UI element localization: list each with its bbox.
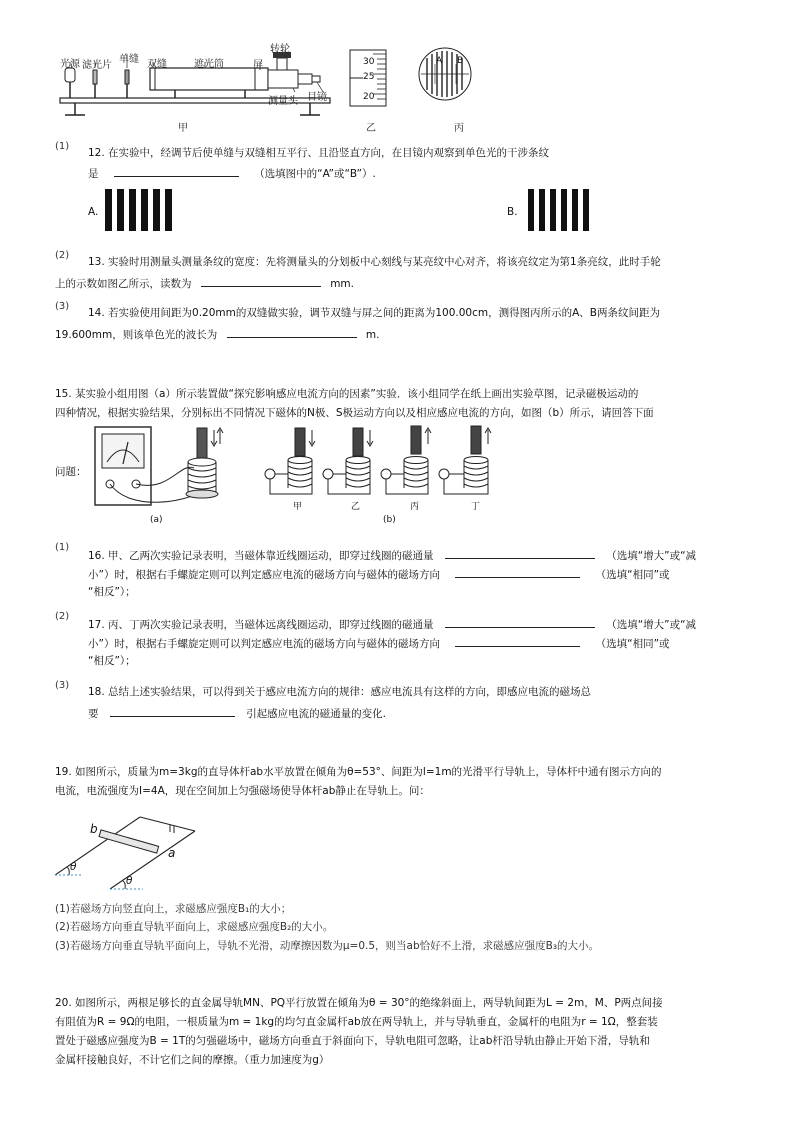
coil-bing xyxy=(381,426,431,494)
q20-line2: 有阻值为R = 9Ω的电阻，一根质量为m = 1kg的均匀直金属杆ab放在两导轨上，并与导轨垂直，金属杆的电阻为r = 1Ω，整套装 xyxy=(55,1016,658,1028)
angle-label-left: θ xyxy=(70,861,77,873)
q17-line2-post: （选填“相同”或 xyxy=(595,638,670,650)
q15-line1: 15. 某实验小组用图（a）所示装置做“探究影响感应电流方向的因素”实验．该小组同学在纸上画出实验草图，记录磁极运动的 xyxy=(55,388,639,400)
q14-line2-post: m. xyxy=(365,329,380,341)
q19-line1: 19. 如图所示，质量为m=3kg的直导体杆ab水平放置在倾角为θ=53°、间距为l=1m的光滑平行导轨上，导体杆中通有图示方向的 xyxy=(55,766,662,778)
q16-subnum: (1) xyxy=(55,542,70,553)
label-tube: 遮光筒 xyxy=(194,59,224,70)
q19-sub3: (3)若磁场方向垂直导轨平面向上，导轨不光滑，动摩擦因数为μ=0.5，则当ab恰好不上滑，求磁感应强度B₃的大小。 xyxy=(55,940,600,952)
q20-line4: 金属杆接触良好，不计它们之间的摩擦。（重力加速度为g） xyxy=(55,1054,330,1066)
fringe-label-a: A xyxy=(436,56,443,66)
fringe-label-b: B xyxy=(457,56,464,66)
q20-line3: 置处于磁感应强度为B = 1T的匀强磁场中，磁场方向垂直于斜面向下，导轨电阻可忽略，让ab杆沿导轨由静止开始下滑，导轨和 xyxy=(55,1035,650,1047)
q18-subnum: (3) xyxy=(55,680,70,691)
label-wheel: 转轮 xyxy=(270,44,290,55)
q12-option-b-label: B. xyxy=(507,206,518,218)
q12-line2 xyxy=(88,165,376,181)
coil-label-ding: 丁 xyxy=(471,502,481,512)
fig-a-caption: (a) xyxy=(150,515,163,525)
q13-line2-post: mm. xyxy=(330,278,354,290)
q17-blank-1[interactable] xyxy=(445,616,595,628)
coil-label-bing: 丙 xyxy=(410,502,420,512)
q18-line1: 18. 总结上述实验结果，可以得到关于感应电流方向的规律：感应电流具有这样的方向，即感应电流的磁场总 xyxy=(88,686,592,698)
label-single-slit: 单缝 xyxy=(119,54,139,65)
coil-label-jia: 甲 xyxy=(293,502,303,512)
rod-label-b: b xyxy=(90,822,98,836)
q17-line1 xyxy=(88,616,696,632)
angle-label-right: θ xyxy=(126,875,133,887)
scale-tick-20: 20 xyxy=(363,92,375,102)
q17-line1-post: （选填“增大”或“减 xyxy=(606,619,697,631)
q16-line1-pre: 16. 甲、乙两次实验记录表明，当磁体靠近线圈运动，即穿过线圈的磁通量 xyxy=(88,550,434,562)
q16-line2-post: （选填“相同”或 xyxy=(595,569,670,581)
q12-line1: 12. 在实验中，经调节后使单缝与双缝相互平行、且沿竖直方向，在目镜内观察到单色光的干涉条纹 xyxy=(88,147,550,159)
coil-label-yi: 乙 xyxy=(351,502,361,512)
q12-subnum: (1) xyxy=(55,141,70,152)
label-screen: 屏 xyxy=(253,60,263,71)
q14-line1: 14. 若实验使用间距为0.20mm的双缝做实验，调节双缝与屏之间的距离为100.00cm，测得图丙所示的A、B两条纹间距为 xyxy=(88,307,660,319)
label-eyepiece: 目镜 xyxy=(307,92,327,103)
scale-tick-30: 30 xyxy=(363,57,375,67)
q14-answer-blank[interactable] xyxy=(227,326,357,338)
q16-line1 xyxy=(88,547,696,563)
label-filter: 滤光片 xyxy=(82,60,112,71)
q17-line3: “相反”）； xyxy=(88,655,136,667)
q13-line2-pre: 上的示数如图乙所示，读数为 xyxy=(55,278,192,290)
q12-answer-blank[interactable] xyxy=(114,165,239,177)
inclined-rail-figure xyxy=(55,805,225,895)
label-measure-head: 测量头 xyxy=(268,96,298,107)
q12-option-b-fringes[interactable] xyxy=(528,189,598,231)
q16-line1-post: （选填“增大”或“减 xyxy=(606,550,697,562)
q16-line2 xyxy=(88,566,670,582)
q13-line1: 13. 实验时用测量头测量条纹的宽度：先将测量头的分划板中心刻线与某亮纹中心对齐，将该亮纹定为第1条亮纹，此时手轮 xyxy=(88,256,661,268)
q13-line2 xyxy=(55,275,354,291)
q13-subnum: (2) xyxy=(55,250,70,261)
q18-answer-blank[interactable] xyxy=(110,705,235,717)
q14-subnum: (3) xyxy=(55,301,70,312)
q19-sub1: (1)若磁场方向竖直向上，求磁感应强度B₁的大小； xyxy=(55,903,292,915)
q14-line2-pre: 19.600mm，则该单色光的波长为 xyxy=(55,329,218,341)
coil-jia xyxy=(265,428,315,494)
rod-label-a: a xyxy=(168,846,176,860)
double-slit-apparatus-figure xyxy=(55,40,475,135)
q17-line1-pre: 17. 丙、丁两次实验记录表明，当磁体远离线圈运动，即穿过线圈的磁通量 xyxy=(88,619,434,631)
q12-option-a-fringes[interactable] xyxy=(105,189,175,231)
q17-line2 xyxy=(88,635,670,651)
q16-blank-2[interactable] xyxy=(455,566,580,578)
q19-sub2: (2)若磁场方向垂直导轨平面向上，求磁感应强度B₂的大小。 xyxy=(55,921,334,933)
q17-blank-2[interactable] xyxy=(455,635,580,647)
q15-line2: 四种情况，根据实验结果，分别标出不同情况下磁体的N极、S极运动方向以及相应感应电流的方向，如图（b）所示，请回答下面 xyxy=(55,407,654,419)
label-light-source: 光源 xyxy=(60,59,80,70)
q20-line1: 20. 如图所示，两根足够长的直金属导轨MN、PQ平行放置在倾角为θ = 30°的绝缘斜面上，两导轨间距为L = 2m，M、P两点间接 xyxy=(55,997,663,1009)
q16-line2-pre: 小”）时，根据右手螺旋定则可以判定感应电流的磁场方向与磁体的磁场方向 xyxy=(88,569,440,581)
label-double-slit: 双缝 xyxy=(147,59,167,70)
q12-line2-pre: 是 xyxy=(88,168,99,180)
q17-subnum: (2) xyxy=(55,611,70,622)
q18-line2-post: 引起感应电流的磁通量的变化. xyxy=(246,708,387,720)
scale-tick-25: 25 xyxy=(363,72,375,82)
coil-ding xyxy=(439,426,491,494)
q18-line2-pre: 要 xyxy=(88,708,99,720)
fig-b-caption: (b) xyxy=(383,515,396,525)
q14-line2 xyxy=(55,326,379,342)
caption-bing: 丙 xyxy=(454,123,464,134)
q15-line3: 问题： xyxy=(55,466,87,478)
q16-blank-1[interactable] xyxy=(445,547,595,559)
q17-line2-pre: 小”）时，根据右手螺旋定则可以判定感应电流的磁场方向与磁体的磁场方向 xyxy=(88,638,440,650)
q13-answer-blank[interactable] xyxy=(201,275,321,287)
q16-line3: “相反”）； xyxy=(88,586,136,598)
caption-jia: 甲 xyxy=(178,123,188,134)
q12-line2-post: （选填图中的“A”或“B”）. xyxy=(254,168,376,180)
caption-yi: 乙 xyxy=(366,123,376,134)
q19-line2: 电流，电流强度为I=4A，现在空间加上匀强磁场使导体杆ab静止在导轨上。问： xyxy=(55,785,430,797)
coil-yi xyxy=(323,428,373,494)
q12-option-a-label: A. xyxy=(88,206,99,218)
q18-line2 xyxy=(88,705,386,721)
